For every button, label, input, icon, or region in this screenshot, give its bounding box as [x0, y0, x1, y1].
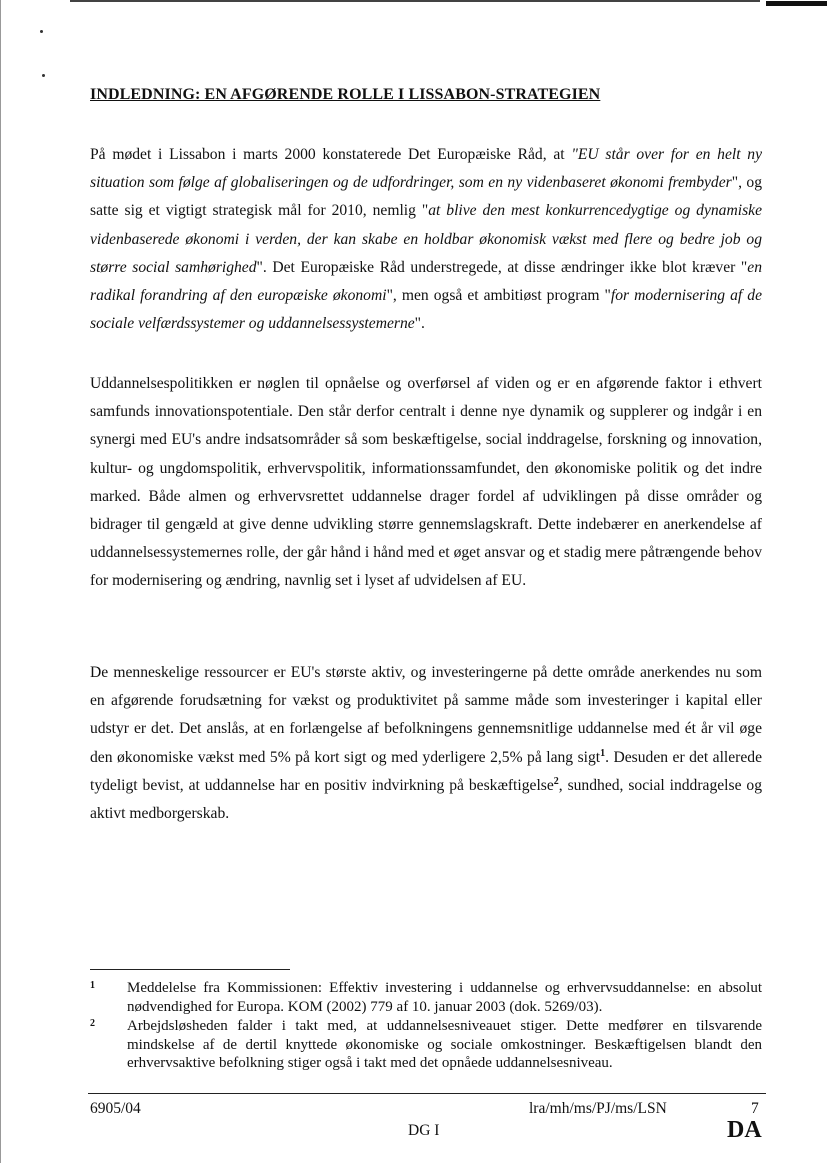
scan-edge-left — [0, 0, 1, 1163]
directorate-label: DG I — [408, 1122, 440, 1139]
quoted-text: at blive den mest konkurrencedygtige og dynamiske videnbaserede økonomi i verden, der kan skabe en holdbar økonomisk vækst med flere og bedre job og større social samhørighed — [90, 202, 762, 276]
scan-edge-mark — [766, 1, 827, 6]
scan-speck — [42, 74, 45, 77]
footnote-text: Arbejdsløsheden falder i takt med, at uddannelsesniveauet stiger. Dette medfører en tilsvarende mindskelse af de dertil knyttede økonomiske og sociale omkostninger. Beskæftigelsen blandt den erhvervsaktive befolkning stiger også i takt med det opnåede uddannelsesniveau. — [127, 1018, 762, 1071]
paragraph-text: ", og satte sig et vigtigt strategisk mål for 2010, nemlig " — [90, 174, 762, 220]
quoted-text: for modernisering af de sociale velfærdssystemer og uddannelsessystemerne — [90, 287, 763, 333]
footnote-2 — [90, 1017, 762, 1073]
paragraph-text: , sundhed, social inddragelse og aktivt medborgerskab. — [90, 776, 762, 823]
paragraph-text: . Desuden er det allerede tydeligt bevist, at uddannelse har en positiv indvirkning på beskæftigelse — [90, 748, 762, 794]
footnote-text: Meddelelse fra Kommissionen: Effektiv investering i uddannelse og erhvervsuddannelse: en absolut nødvendighed for Europa. KOM (2002) 779 af 10. januar 2003 (dok. 5269/03). — [127, 980, 762, 1015]
quoted-text: "EU står over for en helt ny situation som følge af globaliseringen og de udfordringer, som en ny videnbaseret økonomi frembyder — [90, 146, 762, 192]
footnote-ref-1: 1 — [600, 747, 606, 759]
scan-speck — [40, 30, 43, 33]
footnote-separator — [90, 969, 290, 970]
footnote-number: 2 — [90, 1018, 95, 1029]
footnote-ref-2: 2 — [553, 775, 559, 787]
footnote-number: 1 — [90, 980, 95, 991]
paragraph-education-policy: Uddannelsespolitikken er nøglen til opnåelse og overførsel af viden og er en afgørende faktor i ethvert samfunds innovationspotentiale. Den står derfor centralt i denne nye dynamik og supplerer og indgår i en synergi med EU's andre indsatsområder så som beskæftigelse, social inddragelse, forskning og innovation, kultur- og ungdomspolitik, erhvervspolitik, informationssamfundet, den økonomiske politik og det indre marked. Både almen og erhvervsrettet uddannelse drager fordel af udviklingen på disse områder og bidrager til gengæld at give denne udvikling større gennemslagskraft. Dette indebærer en anerkendelse af uddannelsessystemernes rolle, der går hånd i hånd med et øget ansvar og et stadig mere påtrængende behov for modernisering og ændring, navnlig set i lyset af udvidelsen af EU. — [90, 375, 762, 590]
paragraph-text: De menneskelige ressourcer er EU's største aktiv, og investeringerne på dette område anerkendes nu som en afgørende forudsætning for vækst og produktivitet på samme måde som investeringer i kapital eller udstyr er det. Det anslås, at en forlængelse af befolkningens gennemsnitlige uddannelse med ét år vil øge den økonomiske vækst med 5% på kort sigt og med yderligere 2,5% på lang sigt — [90, 664, 762, 766]
paragraph-text: ". Det Europæiske Råd understregede, at disse ændringer ikke blot kræver " — [256, 258, 748, 276]
paragraph-text: ", men også et ambitiøst program " — [386, 287, 611, 305]
document-number: 6905/04 — [90, 1100, 141, 1117]
quoted-text: en radikal forandring af den europæiske økonomi — [90, 258, 762, 305]
language-code: DA — [727, 1117, 762, 1143]
footer-separator — [88, 1093, 766, 1094]
footnote-1 — [90, 979, 762, 1016]
paragraph-lisbon — [90, 141, 762, 338]
document-reference: lra/mh/ms/PJ/ms/LSN — [529, 1100, 667, 1117]
paragraph-text: ". — [414, 315, 425, 333]
section-heading: INDLEDNING: EN AFGØRENDE ROLLE I LISSABON-STRATEGIEN — [90, 86, 601, 103]
paragraph-text: På mødet i Lissabon i marts 2000 konstaterede Det Europæiske Råd, at — [90, 146, 572, 163]
paragraph-human-resources — [90, 659, 762, 828]
scan-edge-top — [70, 0, 760, 2]
page-number: 7 — [751, 1100, 759, 1117]
